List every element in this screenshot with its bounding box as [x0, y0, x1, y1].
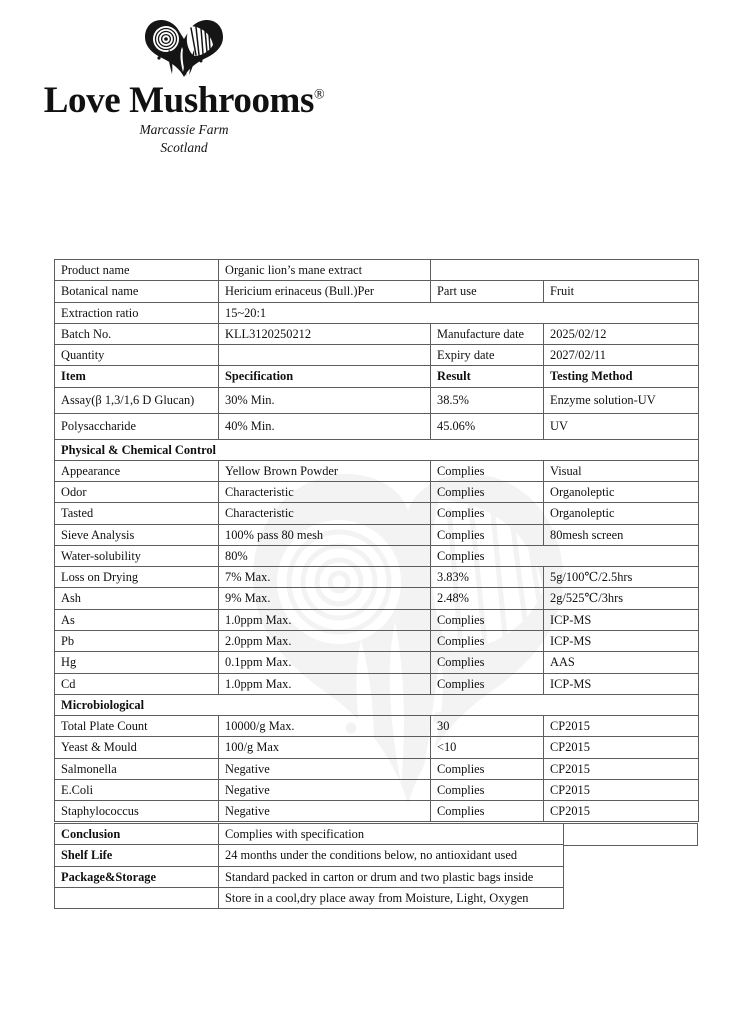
table-row	[55, 824, 564, 845]
column-header-specification: Specification	[219, 366, 431, 387]
footer-value-storage-conditions: Store in a cool,dry place away from Moisture, Light, Oxygen	[219, 887, 564, 908]
table-row	[55, 503, 699, 524]
coa-footer	[54, 823, 564, 909]
heart-mushroom-logo-icon	[139, 14, 229, 80]
column-header-result: Result	[431, 366, 544, 387]
row-method: ICP-MS	[544, 673, 699, 694]
conclusion-row-extension	[563, 823, 698, 846]
row-method: Visual	[544, 460, 699, 481]
table-row	[55, 260, 699, 281]
row-field-label: Manufacture date	[431, 323, 544, 344]
table-row	[55, 302, 699, 323]
section-header-microbiological: Microbiological	[55, 694, 699, 715]
row-label: Batch No.	[55, 323, 219, 344]
column-header-testing-method: Testing Method	[544, 366, 699, 387]
row-result: Complies	[431, 482, 544, 503]
row-method: 80mesh screen	[544, 524, 699, 545]
table-row	[55, 545, 699, 566]
table-row	[55, 716, 699, 737]
row-item: Assay(β 1,3/1,6 D Glucan)	[55, 387, 219, 413]
table-row	[55, 866, 564, 887]
brand-country: Scotland	[160, 140, 208, 156]
table-row	[55, 323, 699, 344]
row-item: Staphylococcus	[55, 801, 219, 822]
row-result: Complies	[431, 503, 544, 524]
coa-footer-table	[54, 823, 563, 909]
table-row	[55, 387, 699, 413]
row-result: 2.48%	[431, 588, 544, 609]
row-method: AAS	[544, 652, 699, 673]
row-method: UV	[544, 413, 699, 439]
row-result: Complies	[431, 801, 544, 822]
table-row	[55, 482, 699, 503]
row-method: CP2015	[544, 758, 699, 779]
footer-label-empty	[55, 887, 219, 908]
row-result: Complies	[431, 758, 544, 779]
row-method: CP2015	[544, 801, 699, 822]
row-item: Cd	[55, 673, 219, 694]
row-specification: 9% Max.	[219, 588, 431, 609]
row-label: Botanical name	[55, 281, 219, 302]
row-result: 38.5%	[431, 387, 544, 413]
section-header-physical-chemical: Physical & Chemical Control	[55, 439, 699, 460]
row-field-label: Part use	[431, 281, 544, 302]
document-header	[0, 0, 737, 156]
row-method: Enzyme solution-UV	[544, 387, 699, 413]
row-item: Ash	[55, 588, 219, 609]
brand-farm: Marcassie Farm	[139, 122, 229, 137]
row-method: CP2015	[544, 737, 699, 758]
row-item: E.Coli	[55, 779, 219, 800]
row-field-value: Fruit	[544, 281, 699, 302]
row-item: Total Plate Count	[55, 716, 219, 737]
table-row	[55, 652, 699, 673]
row-result: <10	[431, 737, 544, 758]
table-row	[55, 609, 699, 630]
row-specification: 100% pass 80 mesh	[219, 524, 431, 545]
footer-label-conclusion: Conclusion	[55, 824, 219, 845]
row-specification: 100/g Max	[219, 737, 431, 758]
brand-wordmark	[34, 82, 334, 119]
section-header-row	[55, 694, 699, 715]
row-specification: 30% Min.	[219, 387, 431, 413]
row-method: 2g/525℃/3hrs	[544, 588, 699, 609]
row-specification: 80%	[219, 545, 431, 566]
row-specification: Characteristic	[219, 482, 431, 503]
row-label: Product name	[55, 260, 219, 281]
table-row	[55, 413, 699, 439]
row-item: Loss on Drying	[55, 567, 219, 588]
row-result: 3.83%	[431, 567, 544, 588]
section-header-row	[55, 439, 699, 460]
row-method: Organoleptic	[544, 482, 699, 503]
row-specification: Negative	[219, 758, 431, 779]
row-method: CP2015	[544, 779, 699, 800]
row-item: Sieve Analysis	[55, 524, 219, 545]
table-row	[55, 779, 699, 800]
row-specification: Negative	[219, 779, 431, 800]
brand-name: Love Mushrooms	[43, 80, 314, 121]
brand-logo	[34, 14, 334, 155]
row-item: Tasted	[55, 503, 219, 524]
row-result: Complies	[431, 652, 544, 673]
row-value: KLL3120250212	[219, 323, 431, 344]
row-result: Complies	[431, 460, 544, 481]
coa-table-body	[55, 260, 699, 822]
row-item: Salmonella	[55, 758, 219, 779]
row-method: ICP-MS	[544, 609, 699, 630]
footer-label-shelf-life: Shelf Life	[55, 845, 219, 866]
row-result: Complies	[431, 609, 544, 630]
table-header-row	[55, 366, 699, 387]
table-row	[55, 801, 699, 822]
row-label: Quantity	[55, 345, 219, 366]
row-value: Hericium erinaceus (Bull.)Per	[219, 281, 431, 302]
row-label: Extraction ratio	[55, 302, 219, 323]
row-specification: Characteristic	[219, 503, 431, 524]
row-specification: 10000/g Max.	[219, 716, 431, 737]
table-row	[55, 737, 699, 758]
table-row	[55, 887, 564, 908]
table-row	[55, 758, 699, 779]
row-value: Organic lion’s mane extract	[219, 260, 431, 281]
row-specification: 1.0ppm Max.	[219, 673, 431, 694]
row-specification: 2.0ppm Max.	[219, 630, 431, 651]
row-item: Odor	[55, 482, 219, 503]
row-result: 45.06%	[431, 413, 544, 439]
row-method: ICP-MS	[544, 630, 699, 651]
row-specification: Yellow Brown Powder	[219, 460, 431, 481]
row-field-label: Expiry date	[431, 345, 544, 366]
footer-value-shelf-life: 24 months under the conditions below, no antioxidant used	[219, 845, 564, 866]
row-item: As	[55, 609, 219, 630]
row-item: Polysaccharide	[55, 413, 219, 439]
row-method: Organoleptic	[544, 503, 699, 524]
row-result: Complies	[431, 673, 544, 694]
table-row	[55, 673, 699, 694]
row-specification: Negative	[219, 801, 431, 822]
table-row	[55, 588, 699, 609]
row-specification: 0.1ppm Max.	[219, 652, 431, 673]
table-row	[55, 630, 699, 651]
row-method: 5g/100℃/2.5hrs	[544, 567, 699, 588]
row-specification: 40% Min.	[219, 413, 431, 439]
row-field-value: 2025/02/12	[544, 323, 699, 344]
row-item: Pb	[55, 630, 219, 651]
row-result: 30	[431, 716, 544, 737]
row-item: Hg	[55, 652, 219, 673]
row-item: Yeast & Mould	[55, 737, 219, 758]
row-method: CP2015	[544, 716, 699, 737]
row-result: Complies	[431, 779, 544, 800]
row-specification: 7% Max.	[219, 567, 431, 588]
row-result: Complies	[431, 524, 544, 545]
footer-label-package-storage: Package&Storage	[55, 866, 219, 887]
column-header-item: Item	[55, 366, 219, 387]
table-row	[55, 281, 699, 302]
row-field-value: 2027/02/11	[544, 345, 699, 366]
table-row	[55, 460, 699, 481]
row-specification: 1.0ppm Max.	[219, 609, 431, 630]
row-value: 15~20:1	[219, 302, 699, 323]
table-row	[55, 845, 564, 866]
row-item: Water-solubility	[55, 545, 219, 566]
footer-value-package-storage: Standard packed in carton or drum and two plastic bags inside	[219, 866, 564, 887]
row-extra-empty	[431, 260, 699, 281]
footer-value-conclusion: Complies with specification	[219, 824, 564, 845]
row-result: Complies	[431, 630, 544, 651]
table-row	[55, 345, 699, 366]
registered-trademark-icon: ®	[313, 87, 325, 103]
coa-table	[54, 259, 699, 822]
row-item: Appearance	[55, 460, 219, 481]
row-value	[219, 345, 431, 366]
row-result: Complies	[431, 545, 699, 566]
certificate-of-analysis-table	[54, 259, 698, 822]
table-row	[55, 524, 699, 545]
table-row	[55, 567, 699, 588]
